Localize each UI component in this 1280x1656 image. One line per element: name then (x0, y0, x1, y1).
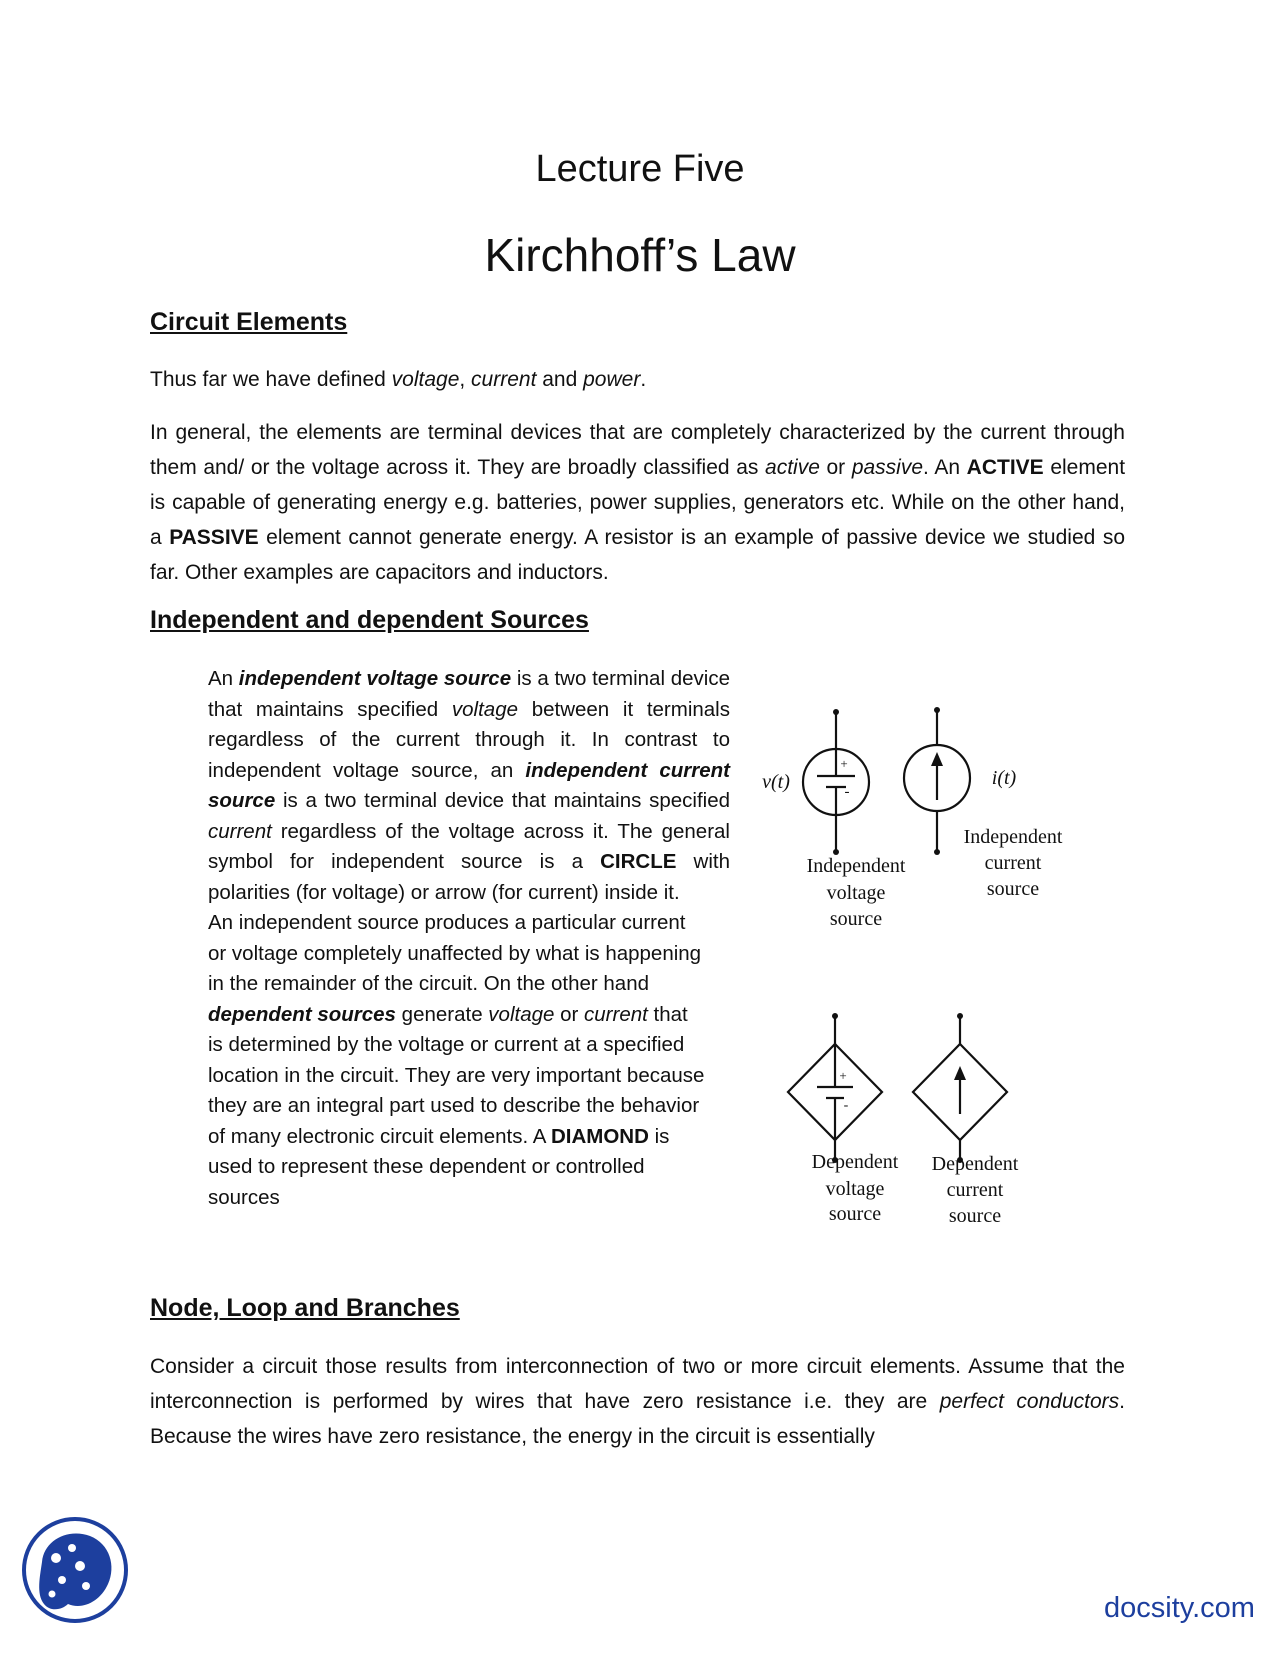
text-run: An (208, 667, 239, 690)
dependent-voltage-source-symbol (788, 1018, 882, 1158)
text-run: Thus far we have defined (150, 368, 392, 391)
text-run: is used to represent these dependent or controlled sources (208, 1124, 670, 1209)
caption-line: Independent (806, 855, 906, 877)
text-run: that is determined by the voltage or current at a specified location in the circuit. They are very important because they are an integral part used to describe the behavior of many electronic circuit elements. A (208, 1002, 705, 1148)
heading-circuit-elements: Circuit Elements (150, 308, 348, 336)
arrow-icon (954, 1066, 966, 1080)
term-active-bold: ACTIVE (966, 456, 1044, 479)
current-label: i(t) (991, 767, 1017, 789)
term-circle: CIRCLE (600, 850, 677, 873)
paragraph-elements (150, 415, 1125, 590)
voltage-label: v(t) (762, 771, 790, 793)
minus-sign: - (844, 784, 850, 800)
independent-current-source-symbol (904, 712, 970, 850)
text-run: between it terminals regardless of the current through it. In contrast to independent voltage source, an (208, 697, 730, 782)
text-run: element is capable of generating energy e.g. batteries, power supplies, generators etc. While on the other hand, a (150, 456, 1126, 549)
text-run: element cannot generate energy. A resistor is an example of passive device we studied so far. Other examples are capacitors and inductors. (150, 526, 1125, 584)
sources-text-column (208, 664, 730, 1213)
dependent-sources-diagram (770, 1010, 1040, 1230)
docsity-logo-icon[interactable] (20, 1514, 130, 1631)
term-active: active (765, 456, 820, 479)
term-perfect-conductors: perfect conductors (939, 1390, 1120, 1413)
paragraph-intro (150, 362, 1125, 397)
paragraph-independent-sources (208, 664, 730, 908)
lecture-number: Lecture Five (535, 148, 745, 190)
term-passive-bold: PASSIVE (169, 526, 259, 549)
term-independent-current-source: independent current source (208, 758, 730, 812)
minus-sign: - (843, 1098, 849, 1113)
text-run: and (536, 368, 584, 391)
caption-line: current (946, 1179, 1004, 1201)
independent-voltage-source-symbol (803, 714, 869, 850)
caption-line: voltage (826, 882, 886, 904)
caption-line: Dependent (811, 1151, 899, 1173)
heading-node-loop-branches: Node, Loop and Branches (150, 1294, 460, 1322)
text-run: . An (923, 456, 967, 479)
term-dependent-sources: dependent sources (208, 1002, 396, 1026)
independent-sources-diagram (740, 692, 1080, 932)
text-run: is a two terminal device that maintains specified (208, 667, 730, 721)
term-voltage: voltage (451, 697, 519, 721)
caption-line: Dependent (931, 1153, 1019, 1175)
text-run: , (459, 368, 472, 391)
text-run: Consider a circuit those results from interconnection of two or more circuit elements. Assume that the interconnection is performed by wires that have zero resistance i.e. they are (150, 1355, 1125, 1413)
figure-dependent-sources (770, 1010, 1040, 1230)
logo-graphic (20, 1514, 130, 1626)
caption-line: current (984, 852, 1042, 874)
terminal-dot (833, 709, 839, 715)
term-passive: passive (851, 456, 924, 479)
paragraph-dependent-sources (208, 908, 708, 1213)
text-run: or (819, 456, 852, 479)
term-diamond: DIAMOND (550, 1124, 649, 1148)
text-run: is a two terminal device that maintains specified (275, 789, 730, 812)
heading-sources: Independent and dependent Sources (150, 606, 589, 634)
caption-line: voltage (825, 1178, 885, 1200)
text-run: or (554, 1002, 585, 1026)
term-voltage: voltage (391, 368, 460, 391)
term-current: current (208, 819, 272, 843)
arrow-icon (931, 752, 943, 766)
caption-line: source (829, 908, 883, 930)
brand-link[interactable]: docsity.com (1104, 1592, 1255, 1624)
caption-line: source (986, 878, 1040, 900)
text-run: An independent source produces a particular current or voltage completely unaffected by what is happening in the remainder of the circuit. On the other hand (208, 911, 702, 995)
text-run: with polarities (for voltage) or arrow (for current) inside it. (208, 850, 730, 904)
terminal-dot (934, 707, 940, 713)
term-current: current (584, 1002, 648, 1026)
term-voltage: voltage (488, 1002, 555, 1026)
caption-line: source (948, 1205, 1002, 1227)
terminal-dot (957, 1013, 963, 1019)
text-run: generate (395, 1002, 489, 1026)
terminal-dot (832, 1013, 838, 1019)
text-run: . Because the wires have zero resistance, the energy in the circuit is essentially (150, 1390, 1125, 1448)
page-title: Kirchhoff’s Law (484, 229, 796, 281)
text-run: . (640, 368, 647, 391)
term-current: current (471, 368, 537, 391)
dependent-current-source-symbol (913, 1018, 1007, 1158)
caption-line: Independent (963, 826, 1063, 848)
figure-independent-sources (740, 692, 1080, 932)
plus-sign: + (840, 756, 848, 771)
text-run: regardless of the voltage across it. The general symbol for independent source is a (208, 819, 730, 873)
plus-sign: + (839, 1068, 847, 1083)
paragraph-circuit (150, 1349, 1125, 1454)
caption-line: source (828, 1203, 882, 1225)
term-independent-voltage-source: independent voltage source (238, 667, 512, 690)
terminal-dot (934, 849, 940, 855)
text-run: In general, the elements are terminal devices that are completely characterized by the current through them and/ or the voltage across it. They are broadly classified as (150, 421, 1125, 479)
term-power: power (583, 368, 641, 391)
